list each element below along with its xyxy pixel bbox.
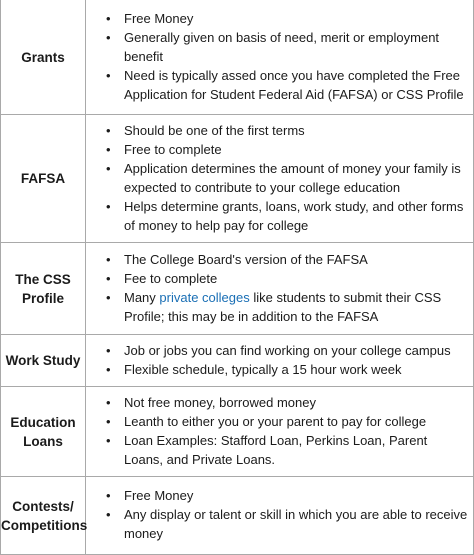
term-label-line-2: Profile [21, 290, 64, 306]
list-item [86, 412, 469, 431]
description-cell [86, 115, 474, 243]
term-label-line-2: Competitions [1, 517, 88, 533]
list-item-text: Should be one of the first terms [124, 122, 305, 138]
list-item-text: Free to complete [124, 141, 222, 157]
description-list [86, 391, 469, 473]
list-item-text-before-link: Many [124, 289, 160, 305]
description-cell [86, 243, 474, 335]
bullet-icon: • [106, 160, 111, 176]
list-item [86, 360, 469, 379]
term-label-line-1: Contests/ [12, 498, 74, 514]
list-item [86, 66, 469, 104]
bullet-icon: • [106, 198, 111, 214]
list-item [86, 159, 469, 197]
term-cell [1, 0, 86, 115]
list-item-text: Generally given on basis of need, merit or employment benefit [124, 29, 440, 64]
term-cell [1, 115, 86, 243]
table-row-work-study [1, 335, 474, 387]
description-cell [86, 387, 474, 477]
bullet-icon: • [106, 361, 111, 377]
description-list [86, 7, 469, 108]
list-item-text: Any display or talent or skill in which you are able to receive money [124, 507, 468, 541]
list-item-text: Need is typically assed once you have completed the Free Application for Student Federal Aid (FAFSA) or CSS Profile [124, 67, 464, 102]
list-item-text-after-link: like students to submit their CSS Profile; this may be in addition to the FAFSA [124, 289, 442, 324]
bullet-icon: • [106, 270, 111, 286]
bullet-icon: • [106, 432, 111, 448]
list-item [86, 288, 469, 326]
list-item [86, 28, 469, 66]
description-cell [86, 335, 474, 387]
bullet-icon: • [106, 289, 111, 305]
list-item [86, 9, 469, 28]
term-label: Grants [21, 49, 65, 65]
bullet-icon: • [106, 342, 111, 358]
bullet-icon: • [106, 10, 111, 26]
list-item [86, 269, 469, 288]
description-list [86, 484, 469, 547]
list-item [86, 341, 469, 360]
bullet-icon: • [106, 122, 111, 138]
table-row-css-profile [1, 243, 474, 335]
table-row-education-loans [1, 387, 474, 477]
table-row-contests-competitions [1, 477, 474, 555]
description-list [86, 119, 469, 239]
description-list [86, 248, 469, 330]
list-item [86, 140, 469, 159]
term-cell [1, 243, 86, 335]
list-item [86, 505, 469, 543]
term-label-line-1: Education [10, 414, 76, 430]
bullet-icon: • [106, 394, 111, 410]
description-list [86, 339, 469, 383]
term-cell [1, 335, 86, 387]
list-item-text: Loan Examples: Stafford Loan, Perkins Loan, Parent Loans, and Private Loans. [124, 432, 428, 467]
description-cell [86, 477, 474, 555]
list-item-text: Free Money [124, 488, 194, 503]
list-item [86, 121, 469, 140]
term-cell [1, 477, 86, 555]
bullet-icon: • [106, 251, 111, 267]
term-label: Work Study [5, 353, 81, 368]
list-item-text: Application determines the amount of money your family is expected to contribute to your college education [124, 160, 461, 195]
list-item [86, 431, 469, 469]
list-item [86, 486, 469, 505]
list-item-text: Flexible schedule, typically a 15 hour work week [124, 361, 402, 377]
list-item [86, 393, 469, 412]
bullet-icon: • [106, 67, 111, 83]
term-label-line-2: Loans [23, 433, 63, 449]
list-item-text: Helps determine grants, loans, work study, and other forms of money to help pay for college [124, 198, 464, 233]
bullet-icon: • [106, 141, 111, 157]
bullet-icon: • [106, 29, 111, 45]
list-item-text: Not free money, borrowed money [124, 394, 316, 410]
list-item-text: Leanth to either you or your parent to pay for college [124, 413, 427, 429]
bullet-icon: • [106, 507, 111, 522]
term-cell [1, 387, 86, 477]
list-item-text: Free Money [124, 10, 194, 26]
table-row-fafsa [1, 115, 474, 243]
list-item [86, 250, 469, 269]
list-item-text: Fee to complete [124, 270, 218, 286]
table-row-grants [1, 0, 474, 115]
bullet-icon: • [106, 488, 111, 503]
bullet-icon: • [106, 413, 111, 429]
list-item [86, 197, 469, 235]
description-cell [86, 0, 474, 115]
list-item-text: Job or jobs you can find working on your college campus [124, 342, 451, 358]
list-item-text: The College Board's version of the FAFSA [124, 251, 368, 267]
table-body [1, 0, 474, 555]
term-label-line-1: The CSS [15, 271, 71, 287]
term-label: FAFSA [20, 171, 66, 186]
private-colleges-link[interactable]: private colleges [159, 289, 250, 305]
